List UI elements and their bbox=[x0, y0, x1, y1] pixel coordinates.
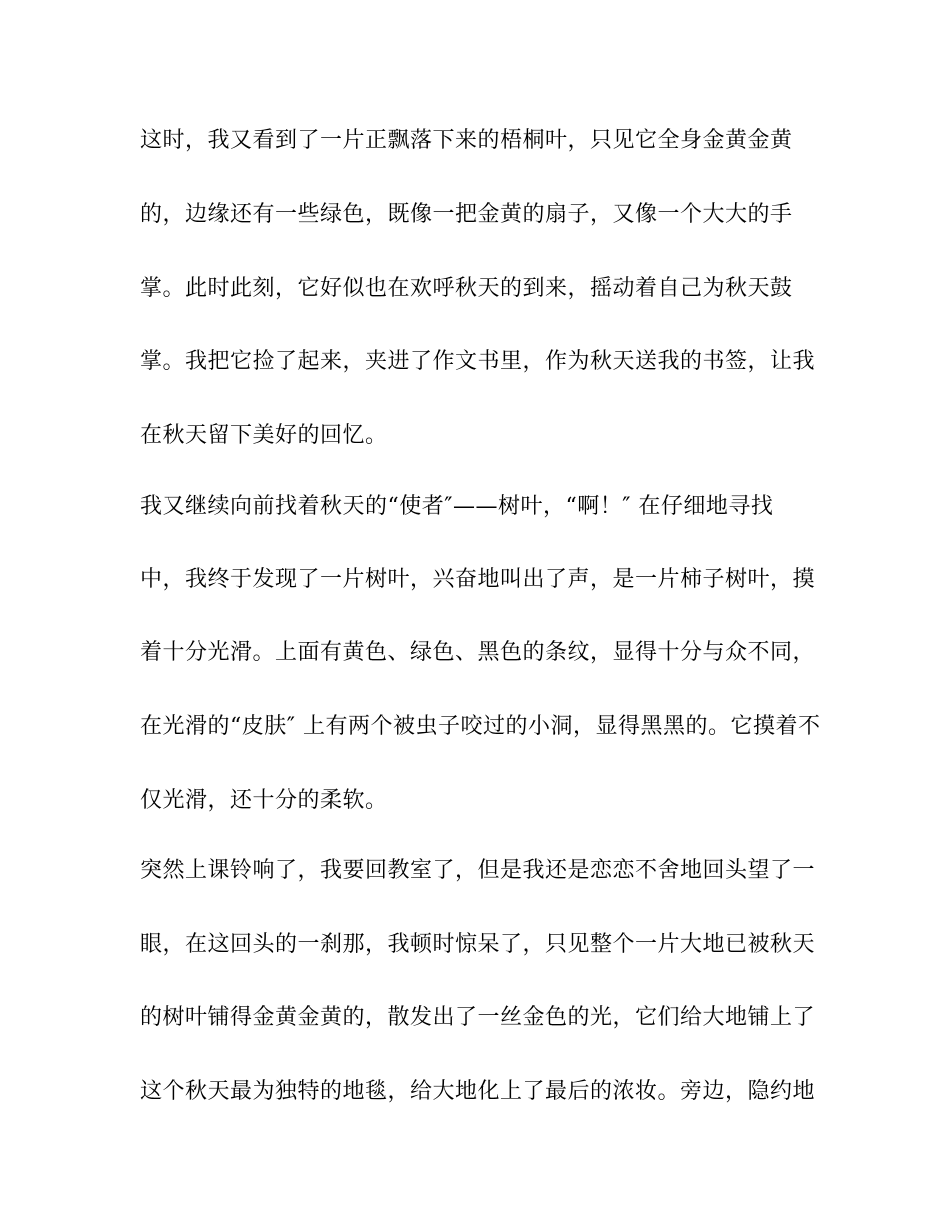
text-line: 这个秋天最为独特的地毯，给大地化上了最后的浓妆。旁边，隐约地 bbox=[140, 1079, 816, 1104]
text-line: 我又继续向前找着秋天的“使者″——树叶，“啊！″ 在仔细地寻找 bbox=[140, 494, 774, 519]
text-line: 掌。此时此刻，它好似也在欢呼秋天的到来，摇动着自己为秋天鼓 bbox=[140, 276, 793, 301]
text-line: 在光滑的“皮肤″ 上有两个被虫子咬过的小洞，显得黑黑的。它摸着不 bbox=[140, 714, 821, 739]
text-line: 的，边缘还有一些绿色，既像一把金黄的扇子，又像一个大大的手 bbox=[140, 202, 793, 227]
text-line: 着十分光滑。上面有黄色、绿色、黑色的条纹，显得十分与众不同， bbox=[140, 640, 816, 665]
text-line: 掌。我把它捡了起来，夹进了作文书里，作为秋天送我的书签，让我 bbox=[140, 349, 816, 374]
text-line: 这时，我又看到了一片正飘落下来的梧桐叶，只见它全身金黄金黄 bbox=[140, 128, 793, 153]
text-line: 中，我终于发现了一片树叶，兴奋地叫出了声，是一片柿子树叶，摸 bbox=[140, 567, 816, 592]
text-line: 突然上课铃响了，我要回教室了，但是我还是恋恋不舍地回头望了一 bbox=[140, 858, 816, 883]
text-line: 仅光滑，还十分的柔软。 bbox=[140, 788, 388, 813]
text-line: 在秋天留下美好的回忆。 bbox=[140, 423, 388, 448]
text-line: 眼，在这回头的一刹那，我顿时惊呆了，只见整个一片大地已被秋天 bbox=[140, 932, 816, 957]
text-line: 的树叶铺得金黄金黄的，散发出了一丝金色的光，它们给大地铺上了 bbox=[140, 1005, 816, 1030]
